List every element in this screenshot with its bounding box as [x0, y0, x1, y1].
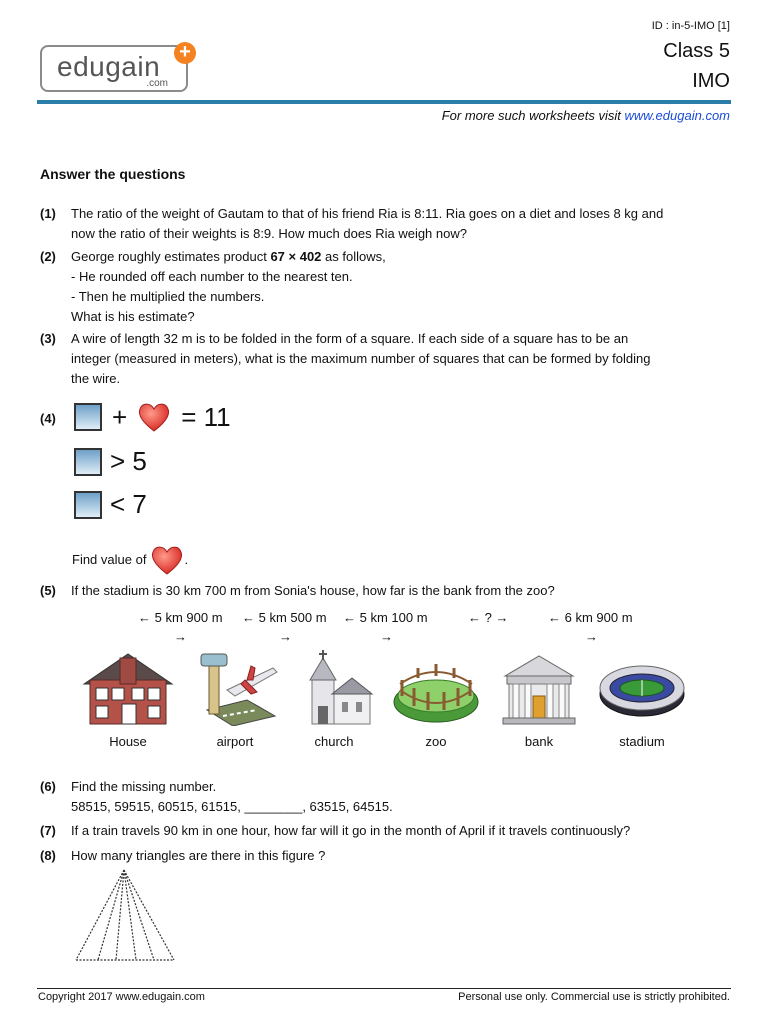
usage-notice: Personal use only. Commercial use is strictly prohibited. — [458, 991, 730, 1003]
header-divider — [37, 100, 731, 104]
arrow-right-icon: → — [380, 629, 393, 644]
house-icon — [80, 650, 176, 726]
question-text-line: If the stadium is 30 km 700 m from Sonia's house, how far is the bank from the zoo? — [71, 583, 555, 598]
question-text-line: The ratio of the weight of Gautam to that of his friend Ria is 8:11. Ria goes on a diet and loses 8 kg and — [71, 206, 664, 221]
question-text: George roughly estimates product — [71, 249, 271, 264]
arrow-right-icon: → — [585, 629, 598, 644]
place-label: House — [109, 734, 147, 749]
question-6 — [40, 777, 700, 817]
place-label: church — [314, 734, 354, 749]
class-label: Class 5 — [663, 40, 730, 62]
place-church — [284, 650, 384, 749]
place-label: stadium — [619, 734, 665, 749]
heart-icon — [137, 401, 171, 433]
place-label: zoo — [425, 734, 447, 749]
question-number: (8) — [40, 848, 56, 863]
triangle-figure — [70, 864, 180, 964]
question-text-line: now the ratio of their weights is 8:9. How much does Ria weigh now? — [71, 226, 467, 241]
stadium-icon — [594, 650, 690, 726]
website-link[interactable]: www.edugain.com — [624, 108, 730, 123]
question-5 — [40, 581, 700, 601]
question-text-line: Find the missing number. — [71, 779, 217, 794]
question-number: (3) — [40, 331, 56, 346]
find-value-text: Find value of — [72, 552, 147, 567]
question-text-line: integer (measured in meters), what is the maximum number of squares that can be formed by folding — [71, 351, 651, 366]
question-number: (6) — [40, 779, 56, 794]
place-label: airport — [216, 734, 254, 749]
visit-prefix: For more such worksheets visit — [441, 108, 625, 123]
question-2 — [40, 247, 700, 327]
exam-label: IMO — [692, 70, 730, 92]
question-number: (1) — [40, 206, 56, 221]
question-3 — [40, 329, 700, 389]
logo-subtext: .com — [146, 78, 168, 89]
question-number: (2) — [40, 249, 56, 264]
product-expression: 67 × 402 — [270, 249, 322, 264]
question-number: (4) — [40, 411, 56, 426]
distance-row — [0, 610, 768, 650]
place-label: bank — [524, 734, 554, 749]
distance-church-zoo: ← 5 km 100 m — [343, 610, 428, 625]
logo-plus-icon: + — [174, 42, 196, 64]
heart-icon — [150, 544, 184, 576]
question-8 — [40, 846, 700, 866]
question-text-line: 58515, 59515, 60515, 61515, ________, 63515, 64515. — [71, 799, 393, 814]
blue-square-icon — [74, 448, 102, 476]
inequality-text: > 5 — [110, 446, 147, 476]
question-text-line: - He rounded off each number to the nearest ten. — [71, 269, 353, 284]
copyright-text: Copyright 2017 www.edugain.com — [38, 991, 205, 1003]
equals-value: = 11 — [181, 401, 231, 432]
equation-3 — [74, 489, 147, 520]
question-text-line: How many triangles are there in this figure ? — [71, 848, 326, 863]
edugain-logo — [40, 45, 188, 92]
equation-2 — [74, 446, 147, 477]
place-stadium — [592, 650, 692, 749]
period: . — [184, 552, 189, 567]
distance-house-airport: ← 5 km 900 m — [138, 610, 223, 625]
bank-icon — [491, 650, 587, 726]
logo-text: edugain — [57, 51, 161, 82]
find-value-line — [72, 544, 272, 576]
worksheet-id: ID : in-5-IMO [1] — [651, 20, 730, 32]
church-icon — [286, 650, 382, 726]
place-house — [78, 650, 178, 749]
question-1 — [40, 204, 700, 244]
question-text-line: What is his estimate? — [71, 309, 195, 324]
place-bank — [489, 650, 589, 749]
inequality-text: < 7 — [110, 489, 147, 519]
distance-airport-church: ← 5 km 500 m — [242, 610, 327, 625]
arrow-right-icon: → — [174, 629, 187, 644]
question-number: (5) — [40, 583, 56, 598]
place-zoo — [386, 650, 486, 749]
equation-1 — [74, 401, 231, 433]
question-7 — [40, 821, 730, 841]
section-heading: Answer the questions — [40, 166, 186, 182]
arrow-right-icon: → — [279, 629, 292, 644]
distance-zoo-bank: ← ? → — [468, 610, 509, 625]
question-text-line: - Then he multiplied the numbers. — [71, 289, 265, 304]
place-airport — [185, 650, 285, 749]
question-text-line: If a train travels 90 km in one hour, how far will it go in the month of April if it travels continuously? — [71, 823, 631, 838]
zoo-icon — [388, 650, 484, 726]
airport-icon — [187, 650, 283, 726]
distance-bank-stadium: ← 6 km 900 m — [548, 610, 633, 625]
plus-sign: + — [112, 401, 128, 432]
question-number: (7) — [40, 823, 56, 838]
visit-line — [442, 108, 730, 123]
question-text-line — [71, 247, 700, 267]
question-text: as follows, — [321, 249, 386, 264]
blue-square-icon — [74, 403, 102, 431]
question-text-line: the wire. — [71, 371, 121, 386]
footer-divider — [37, 988, 731, 989]
blue-square-icon — [74, 491, 102, 519]
question-text-line: A wire of length 32 m is to be folded in the form of a square. If each side of a square has to be an — [71, 331, 629, 346]
